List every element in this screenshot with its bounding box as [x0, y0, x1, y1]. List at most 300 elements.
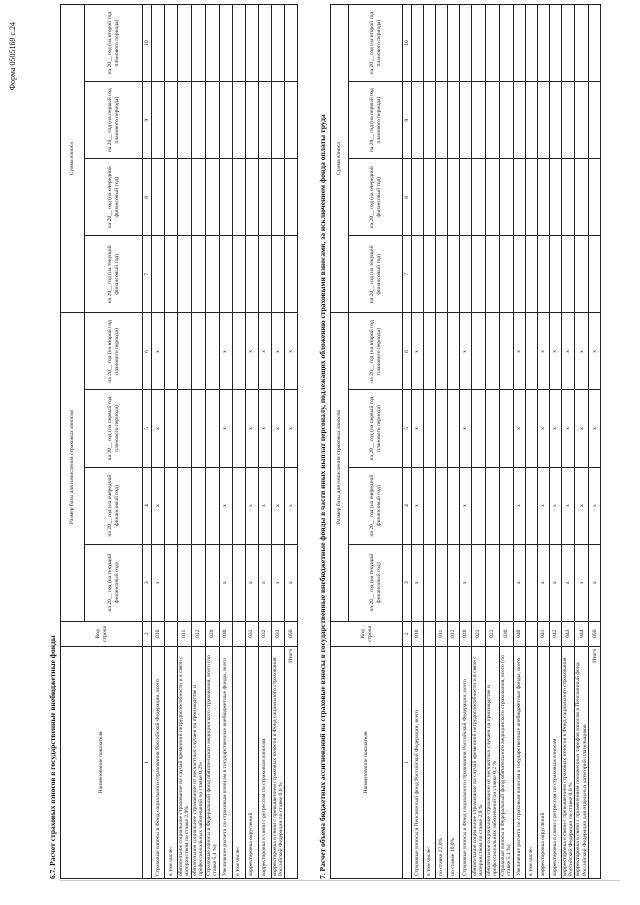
- value-cell[interactable]: х: [549, 390, 561, 467]
- value-cell[interactable]: [258, 159, 271, 236]
- value-cell[interactable]: [178, 390, 192, 467]
- value-cell[interactable]: [205, 467, 219, 544]
- value-cell[interactable]: [245, 82, 258, 159]
- value-cell[interactable]: [205, 544, 219, 621]
- value-cell[interactable]: [191, 5, 205, 82]
- header-period-next: на 20__ год (на очередной финансовый год): [349, 159, 403, 236]
- row-code: 011: [178, 621, 192, 646]
- value-cell[interactable]: [412, 5, 424, 82]
- value-cell[interactable]: [191, 313, 205, 390]
- value-cell[interactable]: [178, 159, 192, 236]
- value-cell[interactable]: [485, 390, 499, 467]
- header-period-second: на 20__ год (на второй год планового периода): [85, 5, 143, 82]
- value-cell[interactable]: [499, 82, 513, 159]
- value-cell[interactable]: х: [245, 390, 258, 467]
- value-cell[interactable]: [271, 236, 285, 313]
- value-cell[interactable]: [165, 159, 178, 236]
- total-value-cell[interactable]: х: [589, 467, 601, 544]
- value-cell[interactable]: х: [513, 467, 525, 544]
- value-cell[interactable]: [499, 159, 513, 236]
- value-cell[interactable]: [448, 544, 460, 621]
- total-value-cell[interactable]: [285, 236, 298, 313]
- value-cell[interactable]: х: [258, 467, 271, 544]
- table-row: [575, 5, 589, 879]
- value-cell[interactable]: [549, 236, 561, 313]
- value-cell[interactable]: [472, 5, 486, 82]
- value-cell[interactable]: х: [575, 467, 589, 544]
- row-label: обязательное социальное страхование от несчастных случаев на производстве и профессиональных заболеваний по ставке 0,2%: [191, 646, 205, 878]
- value-cell[interactable]: х: [219, 544, 232, 621]
- value-cell[interactable]: [205, 159, 219, 236]
- total-row: [285, 5, 298, 879]
- value-cell[interactable]: [513, 82, 525, 159]
- value-cell[interactable]: [513, 236, 525, 313]
- table-row: [436, 5, 448, 879]
- value-cell[interactable]: [485, 82, 499, 159]
- value-cell[interactable]: [412, 159, 424, 236]
- value-cell[interactable]: [219, 159, 232, 236]
- value-cell[interactable]: [205, 82, 219, 159]
- value-cell[interactable]: [485, 467, 499, 544]
- value-cell[interactable]: [499, 544, 513, 621]
- value-cell[interactable]: х: [271, 467, 285, 544]
- section-1-title: 6.7. Расчет страховых взносов в государственные внебюджетные фонды: [48, 635, 57, 879]
- value-cell[interactable]: [448, 82, 460, 159]
- value-cell[interactable]: [448, 5, 460, 82]
- value-cell[interactable]: [191, 236, 205, 313]
- value-cell[interactable]: [485, 5, 499, 82]
- value-cell[interactable]: [537, 82, 549, 159]
- value-cell[interactable]: [561, 159, 575, 236]
- value-cell[interactable]: [191, 390, 205, 467]
- value-cell[interactable]: [472, 390, 486, 467]
- row-code: 020: [460, 621, 472, 646]
- value-cell[interactable]: [219, 82, 232, 159]
- row-label: корректировка в связи с регрессом по страховым взносам: [549, 646, 561, 878]
- row-code: 033: [271, 621, 285, 646]
- value-cell[interactable]: [561, 82, 575, 159]
- row-label: по ставке 22,0%: [436, 646, 448, 878]
- value-cell[interactable]: [232, 467, 245, 544]
- total-label: Итого: [285, 646, 298, 878]
- value-cell[interactable]: [258, 236, 271, 313]
- value-cell[interactable]: [232, 390, 245, 467]
- value-cell[interactable]: х: [152, 313, 165, 390]
- row-label: Страховые взносы в Фонд социального страхования Российской Федерации, всего: [460, 646, 472, 878]
- column-number: 5: [143, 390, 152, 467]
- value-cell[interactable]: [245, 236, 258, 313]
- value-cell[interactable]: х: [271, 390, 285, 467]
- value-cell[interactable]: х: [412, 467, 424, 544]
- value-cell[interactable]: [205, 390, 219, 467]
- value-cell[interactable]: [525, 236, 537, 313]
- header-period-current: на 20__ год (на текущий финансовый год): [349, 236, 403, 313]
- value-cell[interactable]: [424, 313, 436, 390]
- row-code: 041: [537, 621, 549, 646]
- value-cell[interactable]: х: [537, 544, 549, 621]
- row-label: корректировка в связи с превышением страховых взносов в Фонд социального страхования Российской Федерации по ставке 0,0 %: [561, 646, 575, 878]
- row-code: 021: [472, 621, 486, 646]
- value-cell[interactable]: х: [537, 313, 549, 390]
- table-row: [205, 5, 219, 879]
- value-cell[interactable]: [245, 5, 258, 82]
- value-cell[interactable]: [165, 82, 178, 159]
- value-cell[interactable]: [448, 390, 460, 467]
- row-code: 020: [205, 621, 219, 646]
- value-cell[interactable]: [472, 544, 486, 621]
- table-row: [549, 5, 561, 879]
- value-cell[interactable]: [258, 82, 271, 159]
- total-value-cell[interactable]: х: [589, 544, 601, 621]
- value-cell[interactable]: х: [258, 390, 271, 467]
- value-cell[interactable]: [191, 159, 205, 236]
- value-cell[interactable]: х: [152, 390, 165, 467]
- value-cell[interactable]: [424, 5, 436, 82]
- value-cell[interactable]: х: [152, 467, 165, 544]
- table-row: [191, 5, 205, 879]
- value-cell[interactable]: х: [219, 467, 232, 544]
- value-cell[interactable]: [424, 236, 436, 313]
- value-cell[interactable]: [575, 82, 589, 159]
- value-cell[interactable]: [191, 467, 205, 544]
- value-cell[interactable]: [205, 5, 219, 82]
- value-cell[interactable]: х: [561, 390, 575, 467]
- total-value-cell[interactable]: х: [285, 390, 298, 467]
- value-cell[interactable]: [472, 159, 486, 236]
- table-row: [424, 5, 436, 879]
- value-cell[interactable]: [525, 159, 537, 236]
- value-cell[interactable]: [460, 236, 472, 313]
- row-code: 040: [513, 621, 525, 646]
- value-cell[interactable]: [165, 467, 178, 544]
- value-cell[interactable]: [436, 313, 448, 390]
- value-cell[interactable]: [178, 544, 192, 621]
- total-value-cell[interactable]: [589, 236, 601, 313]
- value-cell[interactable]: [472, 82, 486, 159]
- value-cell[interactable]: х: [271, 313, 285, 390]
- value-cell[interactable]: [575, 236, 589, 313]
- table-row: [485, 5, 499, 879]
- value-cell[interactable]: [219, 236, 232, 313]
- header-code: Код строки: [61, 621, 143, 646]
- row-label: обязательное социальное страхование на случай временной нетрудоспособности и в связи с материнством по ставке 2,9 %: [472, 646, 486, 878]
- value-cell[interactable]: [232, 82, 245, 159]
- value-cell[interactable]: [472, 236, 486, 313]
- value-cell[interactable]: [258, 5, 271, 82]
- row-code: [232, 621, 245, 646]
- value-cell[interactable]: [499, 236, 513, 313]
- value-cell[interactable]: [561, 5, 575, 82]
- total-row: [589, 5, 601, 879]
- value-cell[interactable]: [152, 236, 165, 313]
- value-cell[interactable]: [219, 5, 232, 82]
- value-cell[interactable]: [424, 390, 436, 467]
- value-cell[interactable]: [165, 390, 178, 467]
- row-code: 030: [499, 621, 513, 646]
- row-code: 012: [191, 621, 205, 646]
- value-cell[interactable]: х: [575, 390, 589, 467]
- table-row: [460, 5, 472, 879]
- row-label: корректировка в связи с регрессом по страховым взносам: [258, 646, 271, 878]
- header-indicator: Наименование показателя: [331, 646, 403, 878]
- column-number: 10: [403, 5, 412, 82]
- value-cell[interactable]: х: [513, 313, 525, 390]
- value-cell[interactable]: [165, 544, 178, 621]
- value-cell[interactable]: [271, 82, 285, 159]
- row-code: 012: [448, 621, 460, 646]
- value-cell[interactable]: [412, 82, 424, 159]
- row-code: [424, 621, 436, 646]
- value-cell[interactable]: [448, 236, 460, 313]
- row-code: 010: [152, 621, 165, 646]
- value-cell[interactable]: [436, 82, 448, 159]
- value-cell[interactable]: [232, 5, 245, 82]
- column-number: 5: [403, 390, 412, 467]
- total-value-cell[interactable]: х: [285, 544, 298, 621]
- value-cell[interactable]: [575, 159, 589, 236]
- value-cell[interactable]: х: [513, 390, 525, 467]
- total-value-cell[interactable]: х: [589, 390, 601, 467]
- value-cell[interactable]: [178, 5, 192, 82]
- value-cell[interactable]: [485, 236, 499, 313]
- table-row: [258, 5, 271, 879]
- value-cell[interactable]: х: [460, 313, 472, 390]
- value-cell[interactable]: х: [561, 313, 575, 390]
- row-label: в том числе:: [232, 646, 245, 878]
- value-cell[interactable]: х: [460, 467, 472, 544]
- total-code: 050: [589, 621, 601, 646]
- value-cell[interactable]: [178, 236, 192, 313]
- value-cell[interactable]: [525, 82, 537, 159]
- value-cell[interactable]: [436, 390, 448, 467]
- table-row: [472, 5, 486, 879]
- value-cell[interactable]: [205, 313, 219, 390]
- value-cell[interactable]: [232, 236, 245, 313]
- value-cell[interactable]: [271, 5, 285, 82]
- row-label: корректировка в связи с превышением страховых взносов в Фонд социального страхования Российской Федерации по ставке 0,0 %: [271, 646, 285, 878]
- table-row: [412, 5, 424, 879]
- value-cell[interactable]: [152, 82, 165, 159]
- value-cell[interactable]: [424, 467, 436, 544]
- value-cell[interactable]: х: [152, 544, 165, 621]
- column-number: 9: [143, 82, 152, 159]
- value-cell[interactable]: [561, 236, 575, 313]
- value-cell[interactable]: х: [271, 544, 285, 621]
- value-cell[interactable]: [525, 544, 537, 621]
- column-number: 4: [143, 467, 152, 544]
- column-number: 7: [403, 236, 412, 313]
- value-cell[interactable]: [460, 159, 472, 236]
- value-cell[interactable]: х: [537, 467, 549, 544]
- value-cell[interactable]: х: [460, 544, 472, 621]
- value-cell[interactable]: [525, 390, 537, 467]
- value-cell[interactable]: х: [575, 544, 589, 621]
- value-cell[interactable]: х: [412, 313, 424, 390]
- value-cell[interactable]: [472, 313, 486, 390]
- value-cell[interactable]: [499, 467, 513, 544]
- table-row: [499, 5, 513, 879]
- value-cell[interactable]: [485, 159, 499, 236]
- row-label: Страховые взносы в Федеральный фонд обязательного медицинского страхования, всего (по ставке 5,1 %): [205, 646, 219, 878]
- value-cell[interactable]: [499, 5, 513, 82]
- value-cell[interactable]: [152, 159, 165, 236]
- value-cell[interactable]: [436, 236, 448, 313]
- value-cell[interactable]: [165, 236, 178, 313]
- value-cell[interactable]: х: [412, 390, 424, 467]
- column-number: 6: [403, 313, 412, 390]
- row-label: Увеличение расчета по страховым взносам в государственные внебюджетные фонды, всего: [219, 646, 232, 878]
- total-value-cell[interactable]: [285, 82, 298, 159]
- value-cell[interactable]: [412, 236, 424, 313]
- row-label: обязательное социальное страхование от несчастных случаев на производстве и профессиональных заболеваний по ставке 0,2 %: [485, 646, 499, 878]
- value-cell[interactable]: [424, 159, 436, 236]
- table-row: [219, 5, 232, 879]
- row-label: обязательное социальное страхование на случай временной нетрудоспособности и в связи с материнством по ставке 2,9%: [178, 646, 192, 878]
- value-cell[interactable]: [448, 467, 460, 544]
- value-cell[interactable]: х: [245, 544, 258, 621]
- value-cell[interactable]: х: [245, 467, 258, 544]
- column-number: 3: [143, 544, 152, 621]
- value-cell[interactable]: [424, 82, 436, 159]
- row-code: 044: [575, 621, 589, 646]
- value-cell[interactable]: [152, 5, 165, 82]
- row-code: 043: [561, 621, 575, 646]
- header-indicator: Наименование показателя: [61, 646, 143, 878]
- value-cell[interactable]: [460, 5, 472, 82]
- value-cell[interactable]: [232, 544, 245, 621]
- value-cell[interactable]: [232, 159, 245, 236]
- value-cell[interactable]: х: [549, 313, 561, 390]
- row-label: Увеличение расчета по страховым взносам в государственные внебюджетные фонды, всего: [513, 646, 525, 878]
- value-cell[interactable]: [549, 82, 561, 159]
- value-cell[interactable]: [424, 544, 436, 621]
- value-cell[interactable]: [549, 159, 561, 236]
- value-cell[interactable]: [436, 467, 448, 544]
- total-value-cell[interactable]: [285, 159, 298, 236]
- total-value-cell[interactable]: [589, 82, 601, 159]
- value-cell[interactable]: х: [561, 544, 575, 621]
- value-cell[interactable]: [191, 544, 205, 621]
- header-period-current: на 20__ год (на текущий финансовый год): [349, 544, 403, 621]
- value-cell[interactable]: [499, 313, 513, 390]
- value-cell[interactable]: [537, 5, 549, 82]
- value-cell[interactable]: [472, 467, 486, 544]
- table-row: [165, 5, 178, 879]
- total-value-cell[interactable]: х: [285, 313, 298, 390]
- table-row: [232, 5, 245, 879]
- value-cell[interactable]: [191, 82, 205, 159]
- value-cell[interactable]: [232, 313, 245, 390]
- value-cell[interactable]: [165, 313, 178, 390]
- value-cell[interactable]: [537, 236, 549, 313]
- header-code: Код строки: [331, 621, 403, 646]
- value-cell[interactable]: [165, 5, 178, 82]
- value-cell[interactable]: [178, 313, 192, 390]
- value-cell[interactable]: [448, 313, 460, 390]
- table-row: [513, 5, 525, 879]
- value-cell[interactable]: х: [513, 544, 525, 621]
- value-cell[interactable]: [485, 313, 499, 390]
- row-label: в том числе:: [525, 646, 537, 878]
- value-cell[interactable]: [485, 544, 499, 621]
- section-2-table: [330, 4, 601, 879]
- column-number: 2: [143, 621, 152, 646]
- value-cell[interactable]: х: [460, 390, 472, 467]
- value-cell[interactable]: [436, 5, 448, 82]
- value-cell[interactable]: [178, 467, 192, 544]
- value-cell[interactable]: [499, 390, 513, 467]
- value-cell[interactable]: х: [412, 544, 424, 621]
- value-cell[interactable]: [513, 5, 525, 82]
- section-2-title: 7. Расчет объема бюджетных ассигнований на страховые взносы в государственные внебюджетные фонды в части иных выплат персоналу, подлежащих обложению страховыми взносами, за исключением фонда оплаты труда: [318, 114, 327, 879]
- row-label: Страховые взносы в Федеральный фонд обязательного медицинского страхования, всего (по ставке 5,1 %): [499, 646, 513, 878]
- row-code: 011: [436, 621, 448, 646]
- header-sum-group: Сумма взноса: [331, 5, 349, 313]
- table-row: [152, 5, 165, 879]
- value-cell[interactable]: х: [537, 390, 549, 467]
- row-label: Страховые взносы в Пенсионный фонд Российской Федерации, всего: [412, 646, 424, 878]
- value-cell[interactable]: [525, 5, 537, 82]
- value-cell[interactable]: [525, 313, 537, 390]
- total-value-cell[interactable]: [589, 5, 601, 82]
- value-cell[interactable]: [271, 159, 285, 236]
- value-cell[interactable]: х: [575, 313, 589, 390]
- total-value-cell[interactable]: х: [589, 313, 601, 390]
- total-label: Итого: [589, 646, 601, 878]
- value-cell[interactable]: х: [549, 544, 561, 621]
- value-cell[interactable]: [549, 5, 561, 82]
- row-code: 030: [219, 621, 232, 646]
- value-cell[interactable]: х: [219, 313, 232, 390]
- value-cell[interactable]: [525, 467, 537, 544]
- value-cell[interactable]: х: [245, 313, 258, 390]
- header-sum-group: Сумма взноса: [61, 5, 85, 313]
- value-cell[interactable]: х: [258, 544, 271, 621]
- value-cell[interactable]: [178, 82, 192, 159]
- value-cell[interactable]: [448, 159, 460, 236]
- total-value-cell[interactable]: х: [285, 467, 298, 544]
- column-number: 2: [403, 621, 412, 646]
- row-code: 031: [245, 621, 258, 646]
- table-row: [271, 5, 285, 879]
- table-row: [561, 5, 575, 879]
- value-cell[interactable]: [460, 82, 472, 159]
- row-code: 032: [258, 621, 271, 646]
- value-cell[interactable]: [436, 544, 448, 621]
- value-cell[interactable]: х: [258, 313, 271, 390]
- table-row: [448, 5, 460, 879]
- value-cell[interactable]: [575, 5, 589, 82]
- value-cell[interactable]: х: [549, 467, 561, 544]
- value-cell[interactable]: [537, 159, 549, 236]
- total-value-cell[interactable]: [589, 159, 601, 236]
- header-period-next: на 20__ год (на очередной финансовый год): [85, 467, 143, 544]
- header-period-first: на 20__ год (на первый год планового периода): [85, 390, 143, 467]
- value-cell[interactable]: [436, 159, 448, 236]
- value-cell[interactable]: х: [561, 467, 575, 544]
- table-row: [245, 5, 258, 879]
- row-code: [165, 621, 178, 646]
- row-label: по ставке 10,0%: [448, 646, 460, 878]
- value-cell[interactable]: [205, 236, 219, 313]
- value-cell[interactable]: [513, 159, 525, 236]
- total-value-cell[interactable]: [285, 5, 298, 82]
- value-cell[interactable]: [245, 159, 258, 236]
- value-cell[interactable]: х: [219, 390, 232, 467]
- row-code: 022: [485, 621, 499, 646]
- header-period-second: на 20__ год (на второй год планового периода): [349, 5, 403, 82]
- header-period-first: на 20__ год (на первый год планового периода): [349, 82, 403, 159]
